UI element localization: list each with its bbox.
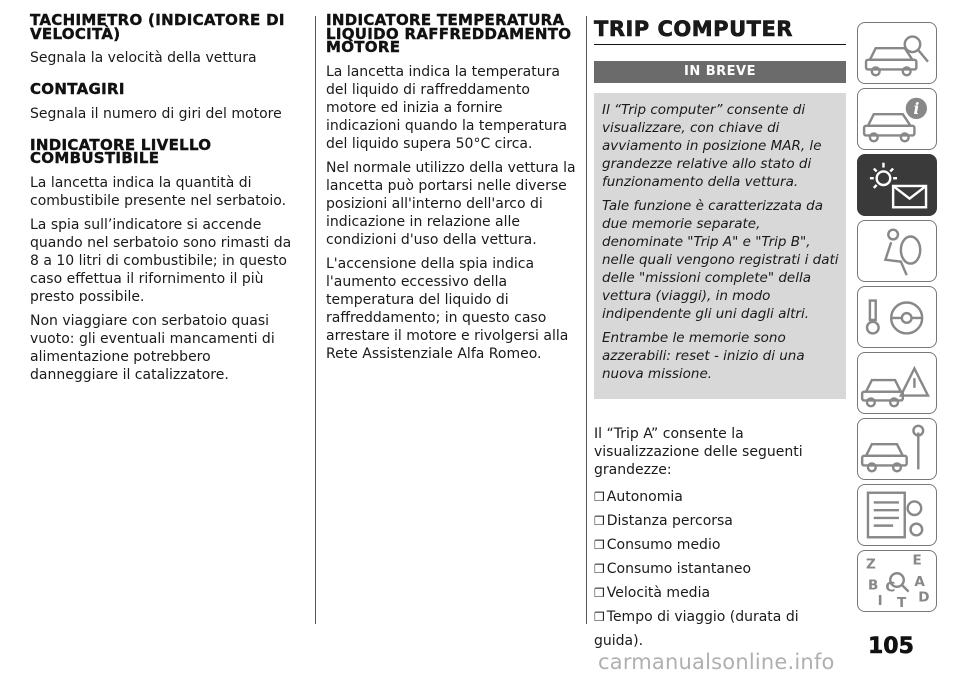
index-letter: C bbox=[885, 579, 896, 596]
in-breve-box bbox=[594, 93, 846, 399]
in-breve-label: IN BREVE bbox=[594, 61, 846, 83]
in-breve-paragraph-1: Il “Trip computer” consente di visualizzare, con chiave di avviamento in posizione MAR, le grandezze relative allo stato di funzionamento della vettura. bbox=[602, 102, 822, 190]
warning-light-message-icon[interactable] bbox=[857, 154, 937, 216]
alphabetical-index-icon[interactable] bbox=[857, 550, 937, 612]
svg-text:i: i bbox=[913, 99, 920, 119]
column-divider bbox=[586, 16, 587, 624]
index-letter: D bbox=[918, 589, 930, 606]
key-steering-wheel-icon[interactable] bbox=[857, 286, 937, 348]
temperatura-paragraph-1: La lancetta indica la temperatura del liquido di raffreddamento motore ed inizia a fornire indicazioni quando la temperatura del liquido supera 50°C circa. bbox=[326, 63, 568, 152]
index-letter: Z bbox=[866, 556, 876, 573]
list-item: ❒ Consumo istantaneo bbox=[594, 561, 752, 577]
index-letter: A bbox=[914, 573, 925, 590]
car-search-icon[interactable] bbox=[857, 22, 937, 84]
list-item: ❒ Velocità media bbox=[594, 585, 711, 601]
combustibile-paragraph-3: Non viaggiare con serbatoio quasi vuoto: gli eventuali mancamenti di alimentazione potrebbero danneggiare il catalizzatore. bbox=[30, 312, 275, 383]
list-item: ❒ Autonomia bbox=[594, 489, 683, 505]
temperatura-paragraph-3: L'accensione della spia indica l'aumento eccessivo della temperatura del liquido di raffreddamento; in questo caso arrestare il motore e rivolgersi alla Rete Assistenziale Alfa Romeo. bbox=[326, 255, 569, 362]
column-left bbox=[30, 11, 302, 390]
trip-a-list bbox=[594, 485, 846, 653]
in-breve-paragraph-3: Entrambe le memorie sono azzerabili: reset - inizio di una nuova missione. bbox=[602, 330, 805, 382]
tachimetro-heading: TACHIMETRO (INDICATORE DI VELOCITÀ) bbox=[30, 11, 285, 43]
checkbox-icon: ❒ bbox=[594, 586, 605, 600]
combustibile-paragraph-2: La spia sull’indicatore si accende quando nel serbatoio sono rimasti da 8 a 10 litri di combustibile; in questo caso effettua il rifornimento il più presto possibile. bbox=[30, 216, 292, 305]
chapter-tabs bbox=[857, 22, 941, 616]
checkbox-icon: ❒ bbox=[594, 562, 605, 576]
document-gear-icon[interactable] bbox=[857, 484, 937, 546]
list-item: ❒ Distanza percorsa bbox=[594, 513, 733, 529]
tachimetro-text: Segnala la velocità della vettura bbox=[30, 50, 257, 66]
temperatura-heading: INDICATORE TEMPERATURA LIQUIDO RAFFREDDAMENTO MOTORE bbox=[326, 11, 572, 56]
temperatura-paragraph-2: Nel normale utilizzo della vettura la lancetta può portarsi nelle diverse posizioni all'interno dell'arco di indicazione in relazione alle condizioni d'uso della vettura. bbox=[326, 159, 576, 248]
trip-a-intro: Il “Trip A” consente la visualizzazione delle seguenti grandezze: bbox=[594, 426, 803, 478]
list-item: ❒ Tempo di viaggio (durata di guida). bbox=[594, 609, 799, 649]
car-info-icon[interactable] bbox=[857, 88, 937, 150]
column-divider bbox=[315, 16, 316, 624]
in-breve-paragraph-2: Tale funzione è caratterizzata da due memorie separate, denominate "Trip A" e "Trip B", nelle quali vengono registrati i dati delle "missioni complete" della vettura (viaggi), in modo indipendente gli uni dagli altri. bbox=[602, 198, 839, 322]
airbag-seat-icon[interactable] bbox=[857, 220, 937, 282]
contagiri-text: Segnala il numero di giri del motore bbox=[30, 105, 282, 122]
combustibile-heading: INDICATORE LIVELLO COMBUSTIBILE bbox=[30, 135, 212, 167]
watermark: carmanualsonline.info bbox=[598, 650, 835, 674]
index-letter: B bbox=[867, 577, 879, 594]
column-middle bbox=[326, 11, 576, 369]
car-breakdown-warning-icon[interactable] bbox=[857, 352, 937, 414]
list-item: ❒ Consumo medio bbox=[594, 537, 721, 553]
car-wrench-icon[interactable] bbox=[857, 418, 937, 480]
page-number: 105 bbox=[868, 634, 914, 659]
index-letter: I bbox=[877, 593, 883, 610]
column-right bbox=[594, 14, 846, 653]
index-letter: E bbox=[912, 552, 922, 569]
checkbox-icon: ❒ bbox=[594, 490, 605, 504]
checkbox-icon: ❒ bbox=[594, 538, 605, 552]
trip-computer-heading: TRIP COMPUTER bbox=[594, 18, 846, 45]
contagiri-heading: CONTAGIRI bbox=[30, 80, 125, 98]
combustibile-paragraph-1: La lancetta indica la quantità di combustibile presente nel serbatoio. bbox=[30, 174, 287, 209]
index-letter: T bbox=[897, 595, 907, 611]
checkbox-icon: ❒ bbox=[594, 610, 605, 624]
checkbox-icon: ❒ bbox=[594, 514, 605, 528]
